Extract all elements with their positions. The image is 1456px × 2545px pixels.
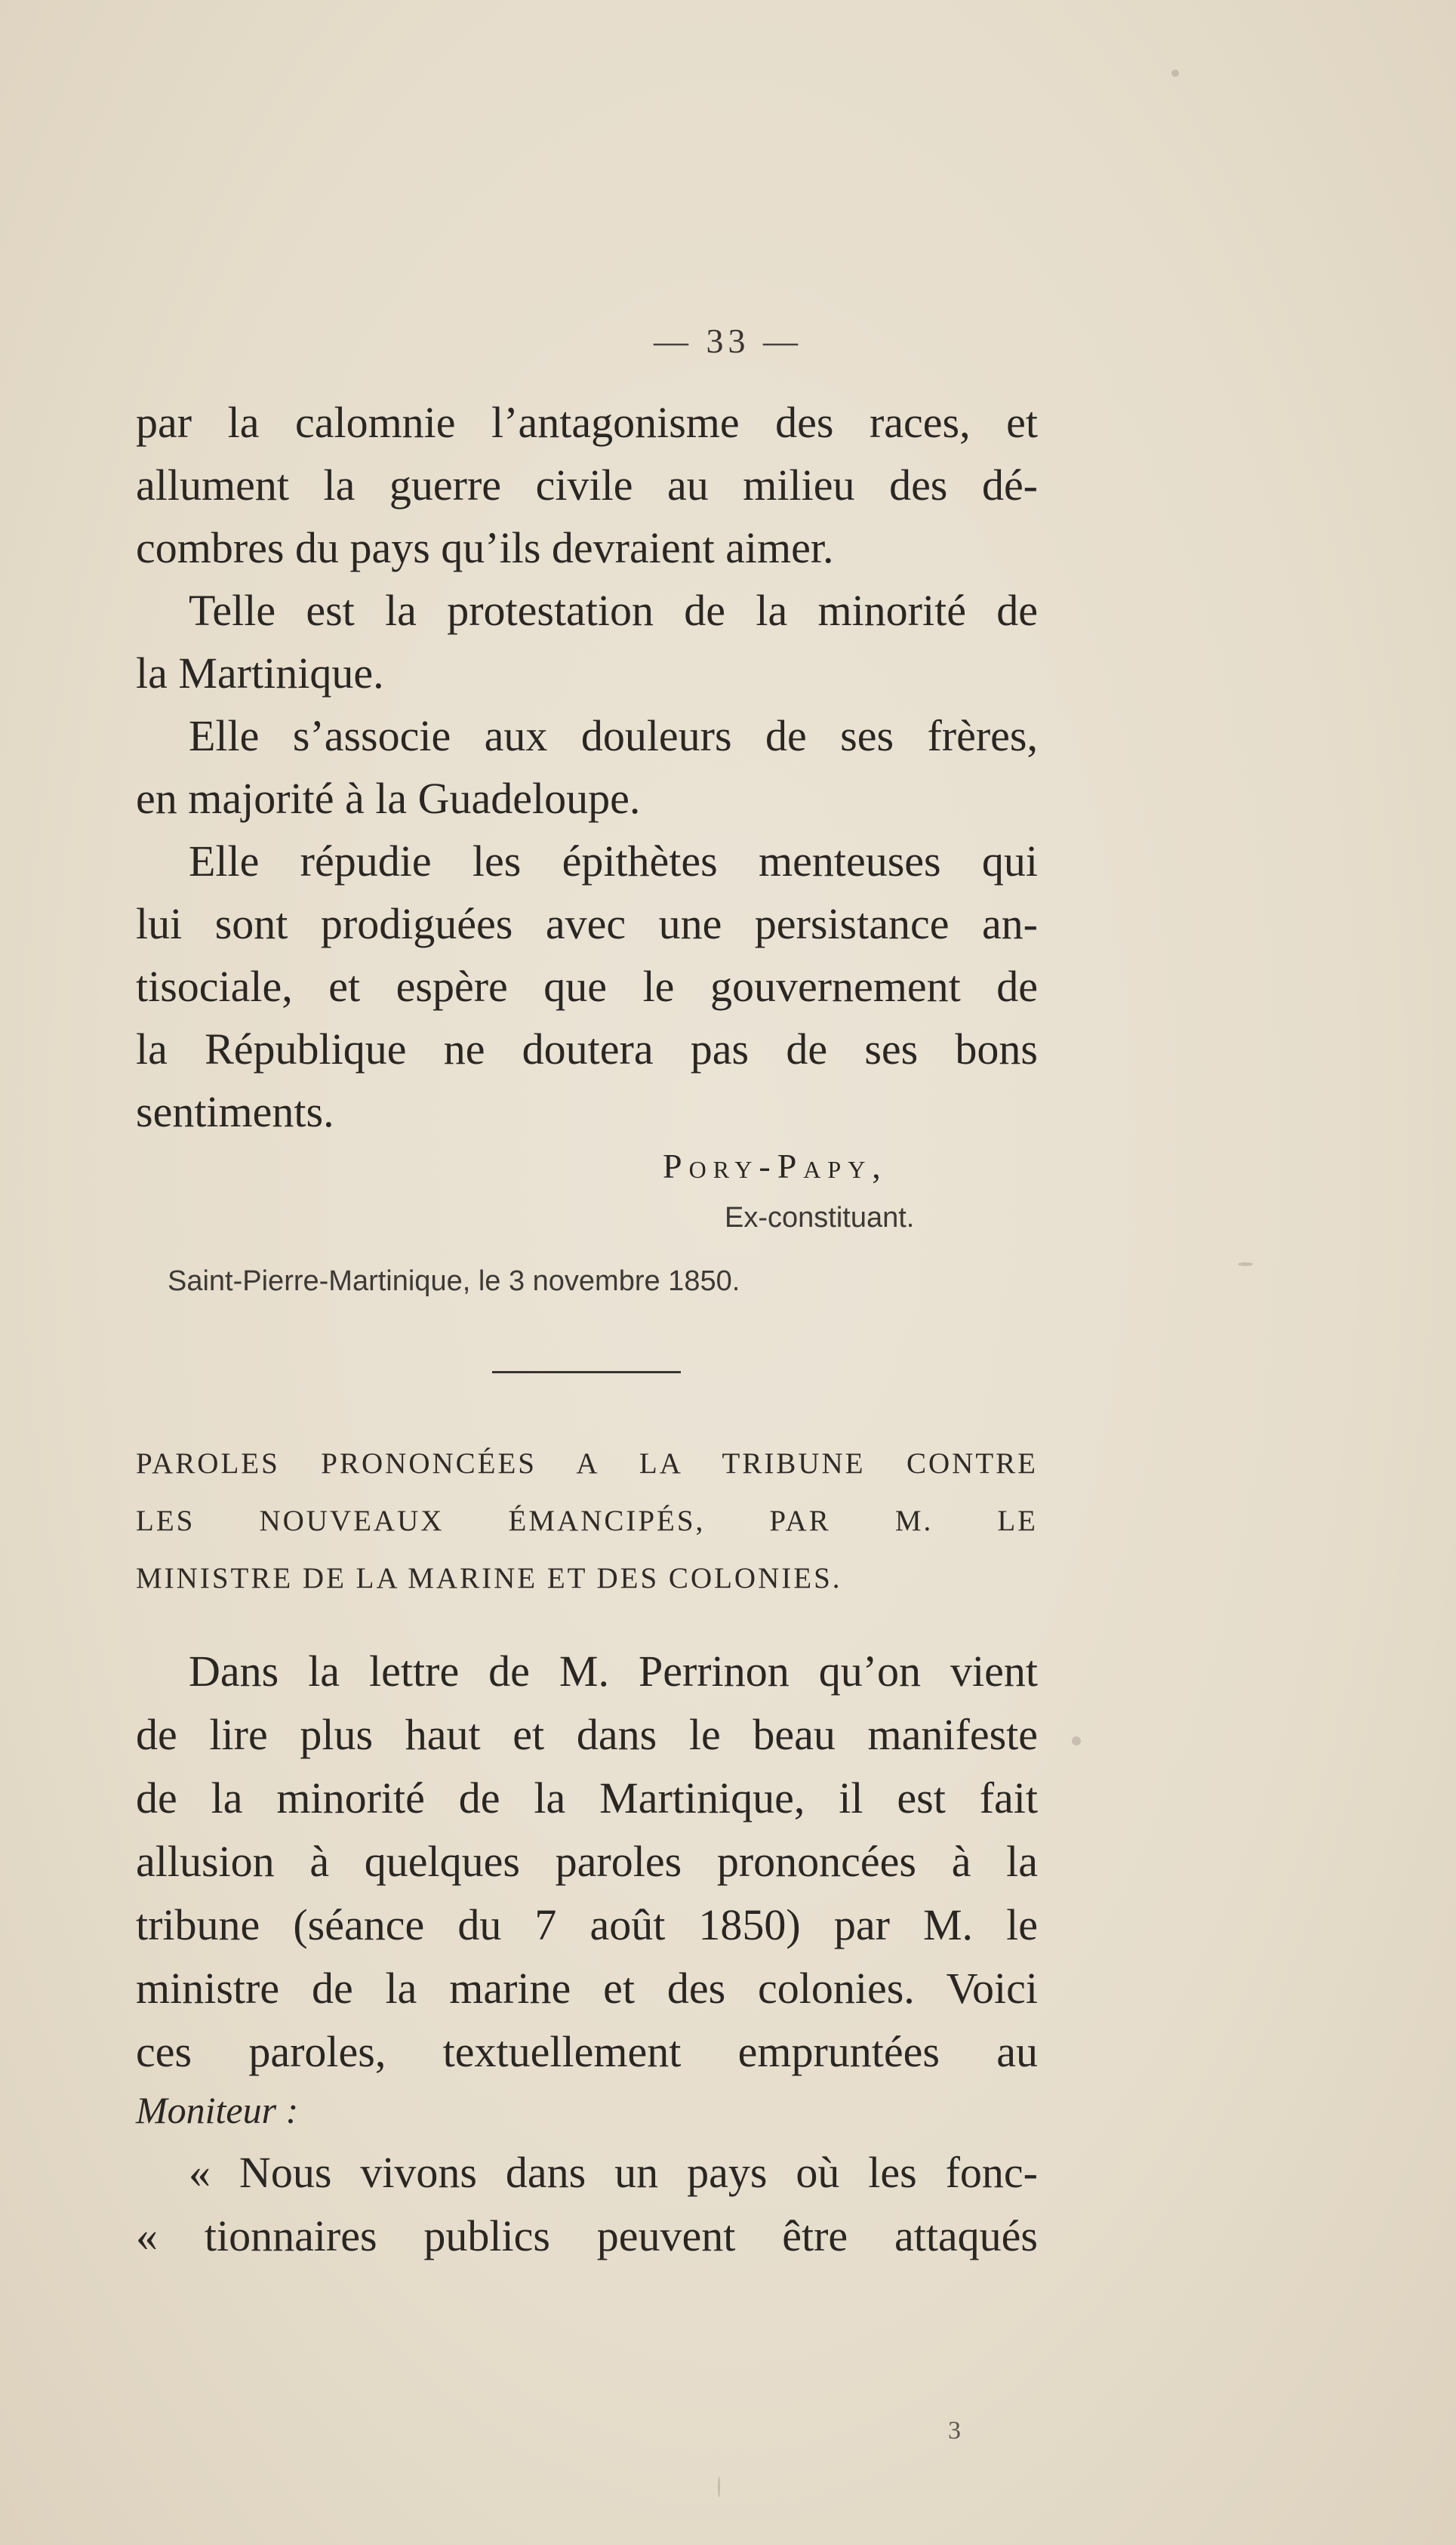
paper-speck — [1238, 1262, 1253, 1266]
text-line: de la minorité de la Martinique, il est fait — [136, 1773, 1038, 1822]
dateline: Saint-Pierre-Martinique, le 3 novembre 1850. — [168, 1265, 740, 1297]
sheet-signature-number: 3 — [948, 2417, 961, 2445]
text-line: Telle est la protestation de la minorité de — [189, 586, 1038, 635]
text-line: tisociale, et espère que le gouvernement de — [136, 962, 1038, 1011]
section-divider — [492, 1371, 681, 1373]
text-line: la Martinique. — [136, 649, 384, 698]
text-line: « tionnaires publics peuvent être attaqués — [136, 2211, 1038, 2260]
text-line: en majorité à la Guadeloupe. — [136, 774, 641, 823]
paper-speck — [1171, 69, 1179, 77]
text-line: ministre de la marine et des colonies. Voici — [136, 1964, 1038, 2013]
paper-speck — [718, 2476, 720, 2497]
signature-title: Ex-constituant. — [725, 1202, 915, 1234]
text-line: combres du pays qu’ils devraient aimer. — [136, 523, 834, 572]
text-line: lui sont prodiguées avec une persistance an- — [136, 899, 1038, 948]
section-heading-line: MINISTRE DE LA MARINE ET DES COLONIES. — [136, 1562, 842, 1594]
text-line: Dans la lettre de M. Perrinon qu’on vient — [189, 1647, 1038, 1696]
signature-name: Pory-Papy, — [663, 1147, 888, 1185]
text-line: Moniteur : — [136, 2089, 299, 2131]
text-line: Elle s’associe aux douleurs de ses frères, — [189, 711, 1038, 760]
paper-speck — [1072, 1736, 1081, 1745]
page-number: — 33 — — [654, 322, 802, 360]
text-line: sentiments. — [136, 1087, 334, 1136]
text-line: allusion à quelques paroles prononcées à la — [136, 1837, 1038, 1886]
text-line: tribune (séance du 7 août 1850) par M. le — [136, 1900, 1038, 1949]
text-line: allument la guerre civile au milieu des dé- — [136, 461, 1038, 510]
section-heading-line: PAROLES PRONONCÉES A LA TRIBUNE CONTRE — [136, 1447, 1038, 1480]
text-line: « Nous vivons dans un pays où les fonc- — [189, 2148, 1038, 2197]
text-line: Elle répudie les épithètes menteuses qui — [189, 837, 1038, 886]
section-heading-line: LES NOUVEAUX ÉMANCIPÉS, PAR M. LE — [136, 1505, 1038, 1537]
text-line: ces paroles, textuellement empruntées au — [136, 2027, 1038, 2076]
text-line: la République ne doutera pas de ses bons — [136, 1024, 1038, 1074]
text-line: par la calomnie l’antagonisme des races, et — [136, 398, 1038, 447]
text-line: de lire plus haut et dans le beau manifeste — [136, 1710, 1038, 1759]
